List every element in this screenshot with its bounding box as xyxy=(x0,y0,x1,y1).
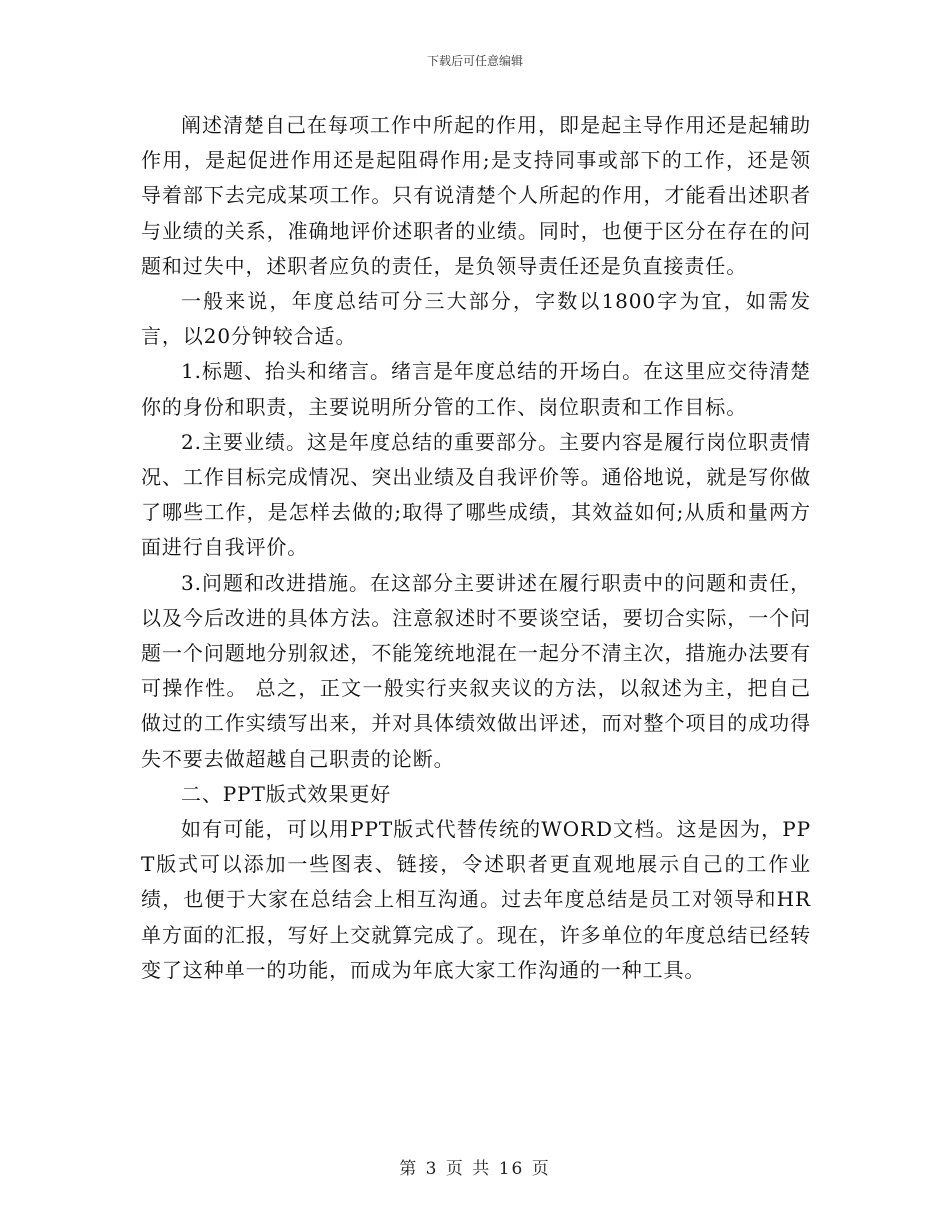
paragraph-ppt-format: 如有可能，可以用PPT版式代替传统的WORD文档。这是因为，PPT版式可以添加一些图表、链接，令述职者更直观地展示自己的工作业绩，也便于大家在总结会上相互沟通。过去年度总结是员工对领导和HR单方面的汇报，写好上交就算完成了。现在，许多单位的年度总结已经转变了这种单一的功能，而成为年底大家工作沟通的一种工具。 xyxy=(141,817,811,982)
page-header: 下载后可任意编辑 xyxy=(426,54,523,68)
paragraph-summary-structure: 一般来说，年度总结可分三大部分，字数以1800字为宜，如需发言，以20分钟较合适。 xyxy=(141,289,811,349)
paragraph-problems-improvements: 3.问题和改进措施。在这部分主要讲述在履行职责中的问题和责任，以及今后改进的具体方法。注意叙述时不要谈空话，要切合实际，一个问题一个问题地分别叙述，不能笼统地混在一起分不清主次，措施办法要有可操作性。 总之，正文一般实行夹叙夹议的方法，以叙述为主，把自己做过的工作实绩写出来，并对具体绩效做出评述，而对整个项目的成功得失不要去做超越自己职责的论断。 xyxy=(141,570,811,771)
paragraph-role-description: 阐述清楚自己在每项工作中所起的作用，即是起主导作用还是起辅助作用，是起促进作用还是起阻碍作用;是支持同事或部下的工作，还是领导着部下去完成某项工作。只有说清楚个人所起的作用，才能看出述职者与业绩的关系，准确地评价述职者的业绩。同时，也便于区分在存在的问题和过失中，述职者应负的责任，是负领导责任还是负直接责任。 xyxy=(141,113,811,278)
paragraph-title-intro: 1.标题、抬头和绪言。绪言是年度总结的开场白。在这里应交待清楚你的身份和职责，主要说明所分管的工作、岗位职责和工作目标。 xyxy=(141,359,811,419)
page-number-footer: 第 3 页 共 16 页 xyxy=(399,1159,551,1179)
document-body xyxy=(141,108,811,988)
section-heading-ppt: 二、PPT版式效果更好 xyxy=(181,781,392,806)
paragraph-main-achievements: 2.主要业绩。这是年度总结的重要部分。主要内容是履行岗位职责情况、工作目标完成情况、突出业绩及自我评价等。通俗地说，就是写你做了哪些工作，是怎样去做的;取得了哪些成绩，其效益如何;从质和量两方面进行自我评价。 xyxy=(141,429,811,560)
